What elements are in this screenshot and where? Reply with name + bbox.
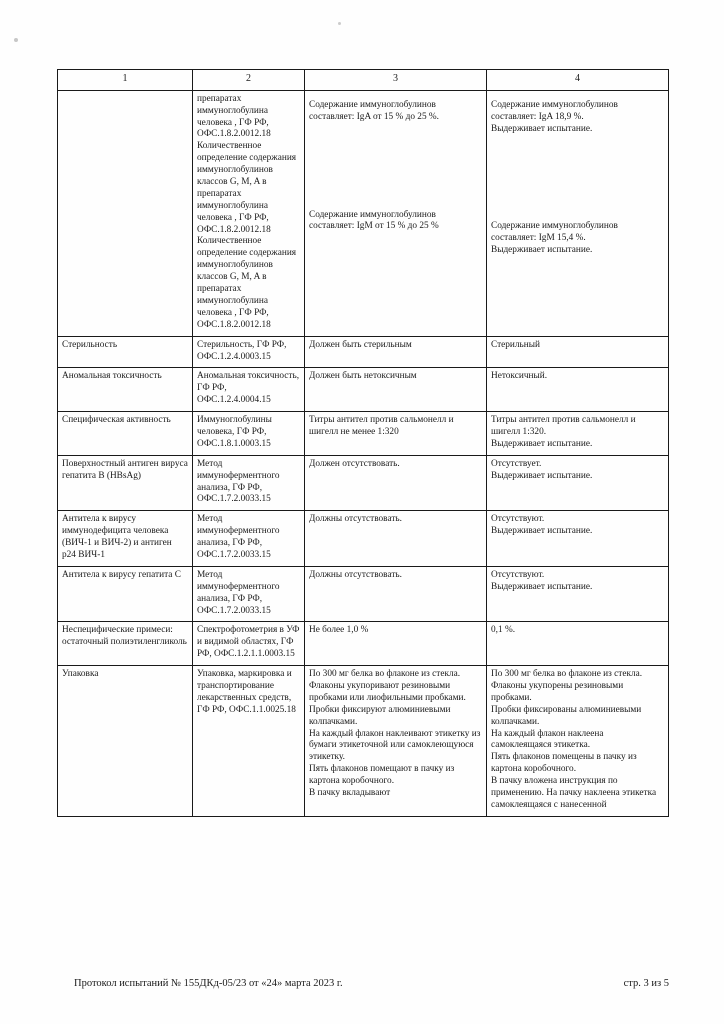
row-method: Спектрофотометрия в УФ и видимой областях, ГФ РФ, ОФС.1.2.1.1.0003.15 <box>193 622 305 666</box>
table-row <box>58 90 669 336</box>
row-result: Отсутствуют. Выдерживает испытание. <box>487 511 669 567</box>
row-method: Метод иммуноферментного анализа, ГФ РФ, ОФС.1.7.2.0033.15 <box>193 566 305 622</box>
row-result: Отсутствуют. Выдерживает испытание. <box>487 566 669 622</box>
row-requirement: Должен быть стерильным <box>305 336 487 368</box>
table-row <box>58 368 669 412</box>
row-requirement: Должны отсутствовать. <box>305 511 487 567</box>
row-method: Аномальная токсичность, ГФ РФ, ОФС.1.2.4.0004.15 <box>193 368 305 412</box>
column-number-4: 4 <box>487 70 669 91</box>
requirement-part-2: Содержание иммуноглобулинов составляет: IgM от 15 % до 25 % <box>309 209 439 232</box>
row-result: 0,1 %. <box>487 622 669 666</box>
row-name: Антитела к вирусу гепатита С <box>58 566 193 622</box>
row-name <box>58 90 193 336</box>
row-method: Иммуноглобулины человека, ГФ РФ, ОФС.1.8.1.0003.15 <box>193 412 305 456</box>
table-row <box>58 666 669 817</box>
row-requirement: Титры антител против сальмонелл и шигелл не менее 1:320 <box>305 412 487 456</box>
row-name: Антитела к вирусу иммунодефицита человека (ВИЧ-1 и ВИЧ-2) и антиген p24 ВИЧ-1 <box>58 511 193 567</box>
result-part-2: Содержание иммуноглобулинов составляет: IgM 15,4 %. Выдерживает испытание. <box>491 221 618 256</box>
row-name: Стерильность <box>58 336 193 368</box>
row-result: Стерильный <box>487 336 669 368</box>
row-requirement: Должен отсутствовать. <box>305 455 487 511</box>
result-part-1: Содержание иммуноглобулинов составляет: IgA 18,9 %. Выдерживает испытание. <box>491 99 618 134</box>
row-name: Аномальная токсичность <box>58 368 193 412</box>
scan-artifact-speck <box>14 38 18 42</box>
row-name: Неспецифические примеси: остаточный полиэтиленгликоль <box>58 622 193 666</box>
row-result <box>487 90 669 336</box>
column-number-2: 2 <box>193 70 305 91</box>
table-header-row <box>58 70 669 91</box>
table-row <box>58 336 669 368</box>
row-method: Метод иммуноферментного анализа, ГФ РФ, ОФС.1.7.2.0033.15 <box>193 455 305 511</box>
row-method: препаратах иммуноглобулина человека , ГФ РФ, ОФС.1.8.2.0012.18 Количественное определение содержания иммуноглобулинов классов G, M, A в препаратах иммуноглобулина человека , ГФ РФ, ОФС.1.8.2.0012.18 Количественное определение содержания иммуноглобулинов классов G, M, A в препаратах иммуноглобулина человека , ГФ РФ, ОФС.1.8.2.0012.18 <box>193 90 305 336</box>
column-number-3: 3 <box>305 70 487 91</box>
row-requirement <box>305 90 487 336</box>
test-results-table <box>57 69 669 817</box>
table-row <box>58 412 669 456</box>
row-method: Метод иммуноферментного анализа, ГФ РФ, ОФС.1.7.2.0033.15 <box>193 511 305 567</box>
row-requirement: По 300 мг белка во флаконе из стекла. Флаконы укупоривают резиновыми пробками или лиофильными пробками. Пробки фиксируют алюминиевыми колпачками. На каждый флакон наклеивают этикетку из бумаги этикеточной или самоклеющуюся этикетку. Пять флаконов помещают в пачку из картона коробочного. В пачку вкладывают <box>305 666 487 817</box>
table-row <box>58 455 669 511</box>
footer-protocol-text: Протокол испытаний № 155ДКд-05/23 от «24» марта 2023 г. <box>74 978 343 989</box>
row-name: Поверхностный антиген вируса гепатита В (HBsAg) <box>58 455 193 511</box>
table-row <box>58 511 669 567</box>
column-number-1: 1 <box>58 70 193 91</box>
row-method: Упаковка, маркировка и транспортирование лекарственных средств, ГФ РФ, ОФС.1.1.0025.18 <box>193 666 305 817</box>
row-result: По 300 мг белка во флаконе из стекла. Флаконы укупорены резиновыми пробками. Пробки фиксированы алюминиевыми колпачками. На каждый флакон наклеена самоклеящаяся этикетка. Пять флаконов помещены в пачку из картона коробочного. В пачку вложена инструкция по применению. На пачку наклеена этикетка самоклеящаяся с нанесенной <box>487 666 669 817</box>
scan-artifact-speck-2 <box>338 22 341 25</box>
row-requirement: Должны отсутствовать. <box>305 566 487 622</box>
footer-page-number: стр. 3 из 5 <box>623 978 669 989</box>
table-row <box>58 622 669 666</box>
requirement-part-1: Содержание иммуноглобулинов составляет: IgA от 15 % до 25 %. <box>309 99 439 122</box>
row-method: Стерильность, ГФ РФ, ОФС.1.2.4.0003.15 <box>193 336 305 368</box>
row-name: Упаковка <box>58 666 193 817</box>
row-result: Отсутствует. Выдерживает испытание. <box>487 455 669 511</box>
table-row <box>58 566 669 622</box>
row-requirement: Должен быть нетоксичным <box>305 368 487 412</box>
row-result: Титры антител против сальмонелл и шигелл 1:320. Выдерживает испытание. <box>487 412 669 456</box>
row-requirement: Не более 1,0 % <box>305 622 487 666</box>
row-result: Нетоксичный. <box>487 368 669 412</box>
row-name: Специфическая активность <box>58 412 193 456</box>
